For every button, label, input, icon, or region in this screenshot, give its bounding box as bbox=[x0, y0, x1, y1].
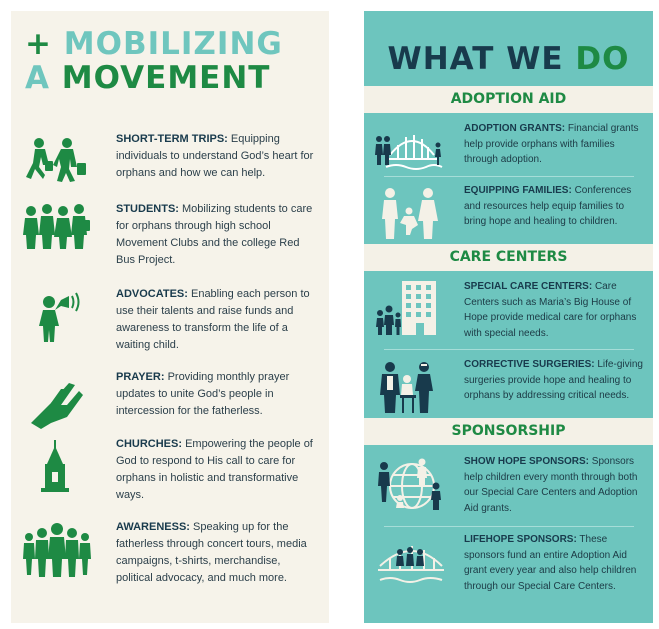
item-text bbox=[116, 369, 316, 420]
panel-title bbox=[364, 41, 653, 77]
what-we-do-panel bbox=[364, 11, 653, 623]
item-text bbox=[464, 454, 644, 516]
item-heading: SHORT-TERM TRIPS: bbox=[116, 133, 228, 145]
crowd-icon bbox=[21, 523, 93, 577]
item-divider bbox=[384, 349, 634, 350]
bridge-family-icon bbox=[376, 123, 446, 179]
church-icon bbox=[21, 440, 93, 494]
item-body: Speaking up for the fatherless through concert tours, media campaigns, t-shirts, merchandise, political advocacy, and much more. bbox=[116, 521, 307, 584]
item-heading: EQUIPPING FAMILIES: bbox=[464, 185, 572, 196]
item-heading: ADOPTION GRANTS: bbox=[464, 123, 566, 134]
item-heading: STUDENTS: bbox=[116, 203, 179, 215]
item-body: Enabling each person to use their talents and raise funds and awareness to transform the life of a waiting child. bbox=[116, 288, 310, 351]
item-body: Providing monthly prayer updates to unite God’s people in intercession for the fatherless. bbox=[116, 371, 290, 417]
globe-people-icon bbox=[376, 456, 446, 512]
item-text bbox=[464, 532, 644, 594]
item-heading: SHOW HOPE SPONSORS: bbox=[464, 456, 590, 467]
students-icon bbox=[21, 203, 93, 257]
item-text bbox=[464, 279, 644, 341]
parents-child-icon bbox=[376, 185, 446, 241]
item-heading: AWARENESS: bbox=[116, 521, 190, 533]
item-text bbox=[464, 121, 644, 168]
item-body: Conferences and resources help equip families to bring hope and healing to children. bbox=[464, 185, 632, 227]
item-body: Mobilizing students to care for orphans through high school Movement Clubs and the college Red Bus Project. bbox=[116, 203, 313, 266]
title-word-movement: MOVEMENT bbox=[61, 60, 271, 96]
item-body: Care Centers such as Maria’s Big House of Hope provide medical care for orphans with special needs. bbox=[464, 281, 637, 339]
praying-hands-icon bbox=[21, 375, 93, 429]
bridge-group-icon bbox=[376, 536, 446, 592]
item-text bbox=[464, 183, 644, 230]
building-family-icon bbox=[376, 281, 446, 337]
section-band-care-centers: CARE CENTERS bbox=[364, 244, 653, 271]
plus-mark: + bbox=[25, 26, 52, 62]
item-heading: SPECIAL CARE CENTERS: bbox=[464, 281, 593, 292]
item-heading: ADVOCATES: bbox=[116, 288, 188, 300]
title-what-we: WHAT WE bbox=[387, 41, 564, 77]
item-divider bbox=[384, 176, 634, 177]
title-word-mobilizing: MOBILIZING bbox=[63, 26, 283, 62]
travelers-icon bbox=[21, 135, 93, 189]
item-heading: PRAYER: bbox=[116, 371, 165, 383]
title-do: DO bbox=[575, 41, 630, 77]
item-body: Financial grants help provide orphans with families through adoption. bbox=[464, 123, 639, 165]
section-band-adoption-aid: ADOPTION AID bbox=[364, 86, 653, 113]
megaphone-person-icon bbox=[21, 290, 93, 344]
doctor-patient-icon bbox=[376, 359, 446, 415]
item-heading: LIFEHOPE SPONSORS: bbox=[464, 534, 577, 545]
item-text bbox=[116, 286, 316, 354]
item-body: Equipping individuals to understand God’s heart for orphans and how we can help. bbox=[116, 133, 314, 179]
item-text bbox=[464, 357, 644, 404]
item-body: Sponsors help children every month through both our Special Care Centers and Adoption Aid grants. bbox=[464, 456, 638, 514]
item-text bbox=[116, 131, 316, 182]
item-heading: CORRECTIVE SURGERIES: bbox=[464, 359, 595, 370]
panel-title bbox=[25, 27, 283, 95]
item-text bbox=[116, 201, 316, 269]
title-word-a: A bbox=[25, 60, 50, 96]
item-body: Life-giving surgeries provide hope and healing to orphans by addressing critical needs. bbox=[464, 359, 643, 401]
item-body: These sponsors fund an entire Adoption Aid grant every year and also help children through our Special Care Centers. bbox=[464, 534, 637, 592]
item-text bbox=[116, 519, 316, 587]
item-divider bbox=[384, 526, 634, 527]
section-band-sponsorship: SPONSORSHIP bbox=[364, 418, 653, 445]
item-body: Empowering the people of God to respond to His call to care for orphans in holistic and transformative ways. bbox=[116, 438, 313, 501]
item-heading: CHURCHES: bbox=[116, 438, 182, 450]
item-text bbox=[116, 436, 316, 504]
mobilizing-panel bbox=[11, 11, 329, 623]
